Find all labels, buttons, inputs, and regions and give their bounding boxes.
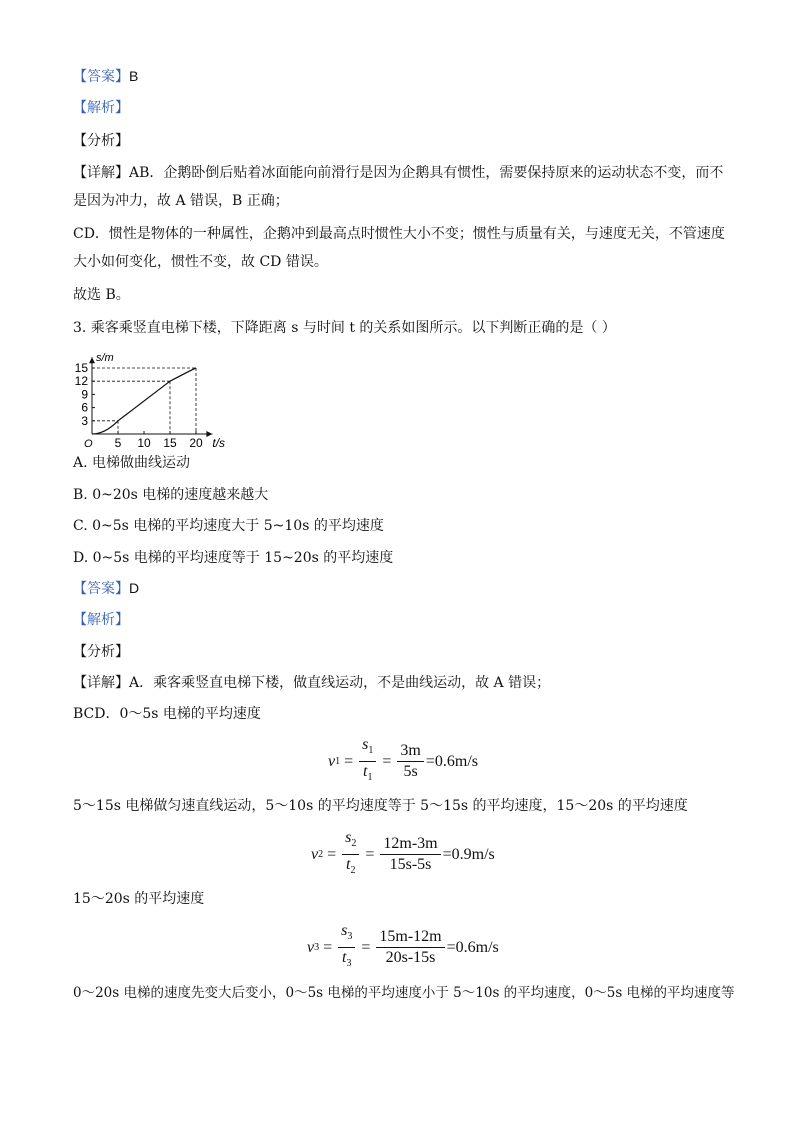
denominator: 20s-15s (385, 949, 436, 967)
option-b: B. 0~20s 电梯的速度越来越大 (73, 487, 269, 503)
x-tick-label: 15 (163, 436, 177, 450)
numerator: 12m-3m (380, 835, 440, 855)
s-subscript: 3 (347, 931, 353, 943)
q2-fenxi-tag: 【分析】 (73, 133, 129, 149)
symbolic-fraction (338, 922, 355, 973)
detail-tag: 【详解】 (73, 675, 129, 691)
q3-mid-text: 5～15s 电梯做匀速直线运动，5～10s 的平均速度等于 5～15s 的平均速度，15～20s 的平均速度 (73, 798, 688, 814)
q2-analysis-tag: 【解析】 (73, 100, 129, 116)
origin-label: O (84, 438, 93, 450)
q2-detail-line1 (73, 163, 723, 183)
result: =0.6m/s (446, 938, 499, 956)
q2-detail-line3: CD．惯性是物体的一种属性，企鹅冲到最高点时惯性大小不变；惯性与质量有关，与速度无关，不管速度 (73, 226, 725, 242)
denominator: 5s (403, 763, 418, 781)
answer-value: B (129, 68, 139, 84)
v-symbol: v (307, 938, 315, 956)
detail-text: AB．企鹅卧倒后贴着冰面能向前滑行是因为企鹅具有惯性，需要保持原来的运动状态不变，而不 (129, 165, 724, 181)
q2-detail-line2: 是因为冲力，故 A 错误，B 正确； (73, 193, 289, 209)
s-symbol: s (362, 736, 369, 753)
numerator: 3m (397, 742, 423, 762)
numeric-fraction (376, 928, 444, 967)
y-axis-label: s/m (96, 352, 114, 365)
q2-detail-line4: 大小如何变化，惯性不变，故 CD 错误。 (73, 254, 328, 270)
t-symbol: t (342, 949, 347, 967)
q2-answer-line (73, 66, 138, 87)
answer-tag: 【答案】 (73, 581, 129, 597)
y-tick-label: 12 (74, 374, 88, 389)
s-symbol: s (341, 922, 348, 939)
answer-value: D (129, 580, 140, 596)
y-tick-label: 15 (74, 361, 88, 375)
s-symbol: s (345, 829, 352, 846)
x-tick-label: 5 (114, 436, 122, 450)
v-symbol: v (328, 752, 336, 770)
t-subscript: 3 (346, 958, 352, 970)
detail-text: A．乘客乘竖直电梯下楼，做直线运动，不是曲线运动，故 A 错误； (129, 675, 551, 691)
q2-choose: 故选 B。 (73, 287, 130, 303)
q3-question: 3. 乘客乘竖直电梯下楼，下降距离 s 与时间 t 的关系如图所示。以下判断正确的是（ ） (73, 320, 616, 336)
numeric-fraction (397, 742, 423, 781)
y-tick-label: 9 (81, 387, 88, 402)
distance-time-curve (92, 368, 196, 434)
option-d: D. 0~5s 电梯的平均速度等于 15~20s 的平均速度 (73, 550, 394, 566)
distance-time-graph (72, 338, 232, 450)
q3-analysis-tag: 【解析】 (73, 612, 129, 628)
numerator: 15m-12m (376, 928, 444, 948)
q3-bcd-intro: BCD．0～5s 电梯的平均速度 (73, 706, 261, 722)
answer-tag: 【答案】 (73, 69, 129, 85)
symbolic-fraction (359, 736, 376, 787)
equation-v2: v 2 = $\frac{s_2}{t_2}$ = $\frac{12m-3m}{15s-5s}$ =0.9m/s (311, 829, 495, 880)
s-subscript: 1 (368, 745, 374, 757)
t-subscript: 1 (367, 772, 373, 784)
q3-final-text: 0～20s 电梯的速度先变大后变小，0～5s 电梯的平均速度小于 5～10s 的平均速度，0～5s 电梯的平均速度等 (73, 985, 735, 1001)
v-subscript: 2 (318, 849, 324, 861)
symbolic-fraction (342, 829, 359, 880)
detail-tag: 【详解】 (73, 165, 129, 181)
y-tick-label: 3 (81, 413, 88, 428)
x-axis-label: t/s (212, 436, 226, 450)
equation-v1: v 1 = $\frac{s_1}{t_1}$ = $\frac{3m}{5s}$ =0.6m/s (328, 736, 478, 787)
q3-answer-line (73, 578, 139, 599)
result: =0.9m/s (442, 845, 495, 863)
v-symbol: v (311, 845, 319, 863)
t-subscript: 2 (350, 865, 356, 877)
v-subscript: 3 (314, 942, 320, 954)
q3-detail-a (73, 673, 550, 693)
q3-intro3: 15～20s 的平均速度 (73, 891, 205, 907)
x-tick-label: 10 (137, 436, 151, 450)
option-a: A. 电梯做曲线运动 (73, 455, 191, 471)
y-axis-arrow (89, 357, 95, 363)
numeric-fraction (380, 835, 440, 874)
result: =0.6m/s (425, 752, 478, 770)
t-symbol: t (363, 763, 368, 781)
s-subscript: 2 (351, 838, 357, 850)
denominator: 15s-5s (389, 856, 432, 874)
q3-fenxi-tag: 【分析】 (73, 644, 129, 660)
v-subscript: 1 (335, 756, 341, 768)
equation-v3: v 3 = $\frac{s_3}{t_3}$ = $\frac{15m-12m}{20s-15s}$ =0.6m/s (307, 922, 499, 973)
t-symbol: t (346, 856, 351, 874)
y-tick-label: 6 (81, 400, 88, 415)
option-c: C. 0~5s 电梯的平均速度大于 5~10s 的平均速度 (73, 518, 384, 534)
x-tick-label: 20 (189, 436, 203, 450)
